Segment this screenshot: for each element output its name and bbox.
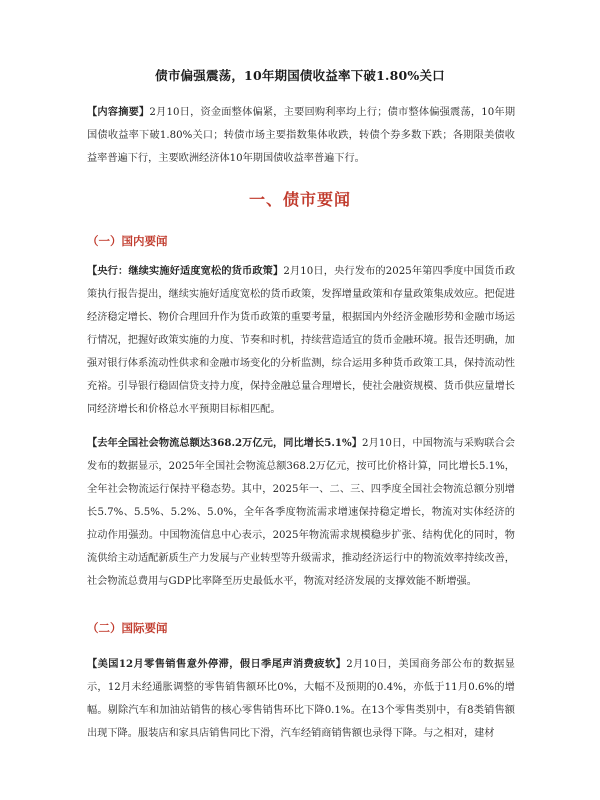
section-heading-bond-news: 一、债市要闻 (248, 190, 351, 209)
news-lead: 【去年全国社会物流总额达368.2万亿元，同比增长5.1%】 (87, 437, 363, 449)
news-text: 2月10日，央行发布的2025年第四季度中国货币政策执行报告提出，继续实施好适度宽松的货币政策，发挥增量政策和存量政策集成效应。把促进经济稳定增长、物价合理回升作为货币政策的重要考量，根据国内外经济金融形势和金融市场运行情况，把握好政策实施的力度、节奏和时机，持续营造适宜的货币金融环境。报告还明确，加强对银行体系流动性供求和金融市场变化的分析监测，综合运用多种货币政策工具，保持流动性充裕。引导银行稳固信贷支持力度，保持金融总量合理增长，使社会融资规模、货币供应量增长同经济增长和价格总水平预期目标相匹配。 (87, 266, 516, 415)
news-text: 2月10日，中国物流与采购联合会发布的数据显示，2025年全国社会物流总额368.2万亿元，按可比价格计算，同比增长5.1%，全年社会物流运行保持平稳态势。其中，2025年一、二、三、四季度全国社会物流总额分别增长5.7%、5.5%、5.2%、5.0%，全年各季度物流需求增速保持稳定增长，物流对实体经济的拉动作用强劲。中国物流信息中心表示，2025年物流需求规模稳步扩张、结构优化的同时，物流供给主动适配新质生产力发展与产业转型等升级需求，推动经济运行中的物流效率持续改善，社会物流总费用与GDP比率降至历史最低水平，物流对经济发展的支撑效能不断增强。 (87, 438, 515, 587)
news-item-logistics (87, 432, 515, 593)
news-item-us-retail (87, 653, 515, 745)
subsection-heading-domestic: （一）国内要闻 (87, 234, 168, 248)
subsection-heading-international: （二）国际要闻 (87, 621, 168, 635)
news-item-pboc (87, 260, 515, 421)
news-lead: 【央行：继续实施好适度宽松的货币政策】 (87, 265, 284, 277)
news-lead: 【美国12月零售销售意外停滞，假日季尾声消费疲软】 (87, 658, 347, 670)
summary-lead: 【内容摘要】 (87, 106, 150, 118)
summary-paragraph (87, 101, 515, 170)
news-text: 2月10日，美国商务部公布的数据显示，12月未经通胀调整的零售销售额环比0%，大幅不及预期的0.4%，亦低于11月0.6%的增幅。剔除汽车和加油站销售的核心零售销售环比下降0.1%。在13个零售类别中，有8类销售额出现下降。服装店和家具店销售同比下滑，汽车经销商销售额也录得下降。与之相对，建材 (87, 659, 515, 739)
document-title: 债市偏强震荡，10年期国债收益率下破1.80%关口 (155, 68, 445, 83)
summary-text: 2月10日，资金面整体偏紧，主要回购利率均上行；债市整体偏强震荡，10年期国债收益率下破1.80%关口；转债市场主要指数集体收跌，转债个券多数下跌；各期限美债收益率普遍下行，主要欧洲经济体10年期国债收益率普遍下行。 (87, 107, 516, 164)
